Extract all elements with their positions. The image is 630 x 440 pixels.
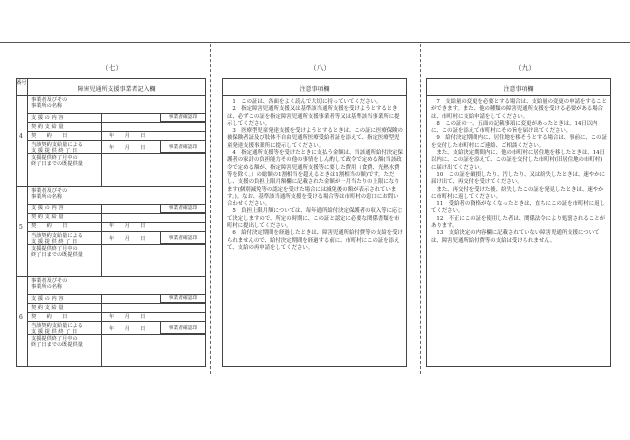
note-paragraph: 10 この証を破損したり、汚したり、又は紛失したときは、速やかに届け出て、再交付を受けてください。 xyxy=(431,171,605,186)
provider-confirm-stamp: 事業者確認印 xyxy=(160,204,206,213)
note-paragraph: 3 医療型児童発達支援を受けようとするときは、この証に医療保険の被保険者証及び肢体不自由児通所医療受給者証を添えて、指定医療型児童発達支援事業所に提示してください。 xyxy=(227,128,403,149)
page-number: （九） xyxy=(514,64,536,72)
contract-date-value: 年 月 日 xyxy=(109,223,146,229)
note-paragraph: 6 給付決定期間を経過したときは、障害児通所給付費等の支給を受けられませんので、給付決定期間を経過する前に、市町村にこの証を添えて、支給の再申請をしてください。 xyxy=(227,230,403,251)
entry-number: 6 xyxy=(19,314,23,321)
top-border xyxy=(0,42,630,43)
note-paragraph: また、支給決定期間内に、他の市町村に居住地を移したときは、14日以内に、この証を添えて、この証を交付した市町村(旧居住地の市町村)に届け出てください。 xyxy=(431,150,605,171)
contract-date-value: 年 月 日 xyxy=(109,132,146,139)
field-label-contract-date: 契 約 日 xyxy=(31,313,68,320)
field-label-provider: 事業者及びその 事業所の名称 xyxy=(31,187,68,200)
field-label-content: 支 援 の 内 容 xyxy=(31,295,64,302)
note-paragraph: 2 指定障害児通所支援又は基準該当通所支援を受けようとするときは、必ずこの証を指定障害児通所支援事業者等又は基準該当事業所に提示してください。 xyxy=(227,106,400,127)
field-label-content: 支 援 の 内 容 xyxy=(31,205,64,211)
field-label-remaining: 支援提供終了月中の 終了日までの既提供量 xyxy=(31,245,83,258)
field-label-contract-amount: 契 約 支 給 量 xyxy=(31,123,64,130)
entry-divider xyxy=(16,186,206,187)
note-paragraph: 7 支給量の変更を必要とする場合は、支給量の変更の申請をすることができます。また、他の種類の障害児通所支援を受ける必要がある場合は、市町村に支給申請をしてください。 xyxy=(431,99,607,120)
provider-table-title: 障害児通所支援事業者記入欄 xyxy=(77,86,156,93)
note-paragraph: 1 この証は、各面をよく読んで大切に持っていてください。 xyxy=(227,99,382,105)
number-header: 番号 xyxy=(16,80,27,86)
fold-separator xyxy=(420,44,421,374)
provider-confirm-stamp: 事業者確認印 xyxy=(160,321,206,334)
note-paragraph: 4 指定通所支援等を受けたときに支払う金額は、当該通所給付決定保護者の家計の負担能力その他の事情をしん酌して政令で定める額(当該政令で定める額が、指定障害児通所支援等に要した費用（食費、光熱水費等を除く。）の総額の1割相当を超えるときは1割相当の額)です。ただし、支援の負担上限月額欄に記載された金額が一月当たりの上限になります(個別減免等の認定を受けた場合には減免後の額が表示されています。)。なお、基準該当通所支援を受ける場合等は市町村の窓口にお問い合わせください。 xyxy=(227,150,403,208)
field-label-contract-amount: 契 約 支 給 量 xyxy=(31,304,64,311)
page-number: （八） xyxy=(309,64,331,72)
note-paragraph: 12 不正にこの証を使用した者は、関係法令により処罰されることがあります。 xyxy=(431,215,605,230)
end-date-value: 年 月 日 xyxy=(109,145,146,151)
notes-title: 注意事項欄 xyxy=(503,86,534,93)
notes-middle xyxy=(227,99,403,252)
note-paragraph: 11 受給者の資格がなくなったときは、直ちにこの証を市町村に返してください。 xyxy=(431,201,605,215)
entry-divider xyxy=(16,276,206,277)
note-paragraph: 8 この証の一、五面の記載事項に変更があったときは、14日以内に、この証を添えて市町村にその旨を届け出てください。 xyxy=(431,120,598,135)
field-label-provider: 事業者及びその 事業所の名称 xyxy=(31,278,68,291)
end-date-value: 年 月 日 xyxy=(109,235,146,242)
page-number: （七） xyxy=(101,64,123,72)
fold-separator xyxy=(210,44,211,374)
field-label-contract-amount: 契 約 支 給 量 xyxy=(31,214,64,220)
col-line xyxy=(101,113,102,186)
provider-confirm-stamp: 事業者確認印 xyxy=(160,113,206,122)
note-paragraph: 5 負担上限月額については、毎年通所給付決定保護者の収入等に応じて決定しますので、所定の時期に、この証と認定に必要な関係書類を市町村に提出してください。 xyxy=(227,208,403,230)
field-label-end-date-label: 当該契約支給量による 支 援 提 供 終 了 日 xyxy=(31,232,83,245)
field-label-contract-date: 契 約 日 xyxy=(31,132,68,139)
contract-date-value: 年 月 日 xyxy=(109,313,146,320)
field-label-provider: 事業者及びその 事業所の名称 xyxy=(31,97,68,110)
provider-confirm-stamp: 事業者確認印 xyxy=(160,231,206,244)
col-line xyxy=(101,204,102,277)
note-paragraph: また、再交付を受けた後、紛失したこの証を発見したときは、速やかに市町村に返してください。 xyxy=(431,186,604,200)
note-paragraph: 13 支給決定の内容欄に記載されていない障害児通所支援については、障害児通所給付費等の支給は受けられません。 xyxy=(431,230,600,244)
field-label-end-date-label: 当該契約支給量による 支 援 提 供 終 了 日 xyxy=(31,142,83,155)
note-paragraph: 9 給付決定期間内に、居住地を移そうとする場合は、事前に、この証を交付した市町村にご連絡、ご相談ください。 xyxy=(431,135,607,149)
end-date-value: 年 月 日 xyxy=(109,326,146,332)
field-label-end-date-label: 当該契約支給量による 支 援 提 供 終 了 日 xyxy=(31,323,83,336)
col-line xyxy=(101,294,102,367)
field-label-contract-date: 契 約 日 xyxy=(31,223,68,229)
field-label-remaining: 支援提供終了月中の 終了日までの既提供量 xyxy=(31,336,83,349)
provider-confirm-stamp: 事業者確認印 xyxy=(160,140,206,153)
entry-number: 4 xyxy=(19,133,23,140)
entry-number: 5 xyxy=(19,223,23,231)
field-label-content: 支 援 の 内 容 xyxy=(31,114,64,121)
field-label-remaining: 支援提供終了月中の 終了日までの既提供量 xyxy=(31,155,83,168)
notes-title: 注意事項欄 xyxy=(299,86,330,93)
notes-right xyxy=(431,99,607,245)
provider-confirm-stamp: 事業者確認印 xyxy=(160,294,206,303)
